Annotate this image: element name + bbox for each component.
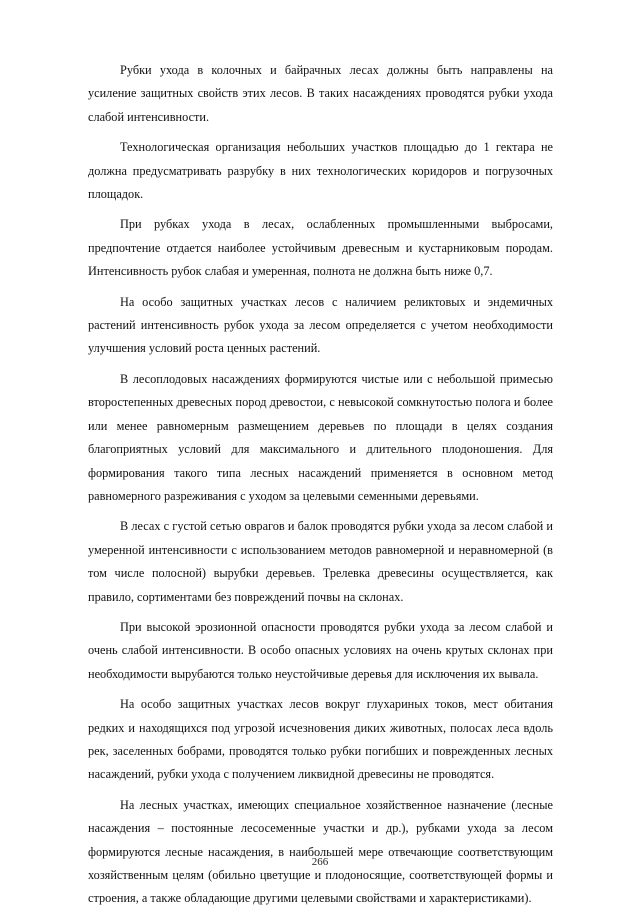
paragraph: Рубки ухода в колочных и байрачных лесах должны быть направлены на усиление защитных свойств этих лесов. В таких насаждениях проводятся рубки ухода слабой интенсивности. — [88, 63, 553, 124]
body-text — [88, 59, 553, 918]
paragraph: На особо защитных участках лесов с наличием реликтовых и эндемичных растений интенсивность рубок ухода за лесом определяется с учетом необходимости улучшения условий роста ценных растений. — [88, 294, 553, 356]
paragraph: При высокой эрозионной опасности проводятся рубки ухода за лесом слабой и очень слабой интенсивности. В особо опасных условиях на очень крутых склонах при необходимости вырубаются только неустойчивые деревья для исключения их вывала. — [88, 619, 553, 681]
paragraph: Технологическая организация небольших участков площадью до 1 гектара не должна предусматривать разрубку в них технологических коридоров и погрузочных площадок. — [88, 140, 553, 202]
paragraph: На лесных участках, имеющих специальное хозяйственное назначение (лесные насаждения – постоянные лесосеменные участки и др.), рубками ухода за лесом формируются лесные насаждения, в наибольшей мере отвечающие соответствующим хозяйственным целям (обильно цветущие и плодоносящие, соответствующей формы и строения, а также обладающие другими целевыми свойствами и характеристиками). — [88, 797, 553, 906]
paragraph: При рубках ухода в лесах, ослабленных промышленными выбросами, предпочтение отдается наиболее устойчивым древесным и кустарниковым породам. Интенсивность рубок слабая и умеренная, полнота не должна быть ниже 0,7. — [88, 217, 553, 279]
paragraph: На особо защитных участках лесов вокруг глухариных токов, мест обитания редких и находящихся под угрозой исчезновения диких животных, полосах леса вдоль рек, заселенных бобрами, проводятся только рубки погибших и поврежденных лесных насаждений, рубки ухода с получением ликвидной древесины не проводятся. — [88, 697, 553, 782]
paragraph: В лесоплодовых насаждениях формируются чистые или с небольшой примесью второстепенных древесных пород древостои, с невысокой сомкнутостью полога и более или менее равномерным размещением деревьев по площади в целях создания благоприятных условий для максимального и длительного плодоношения. Для формирования такого типа лесных насаждений применяется в основном метод равномерного разреживания с уходом за целевыми семенными деревьями. — [88, 371, 553, 503]
paragraph: В лесах с густой сетью оврагов и балок проводятся рубки ухода за лесом слабой и умеренной интенсивности с использованием методов равномерной и неравномерной (в том числе полосной) вырубки деревьев. Трелевка древесины осуществляется, как правило, сортиментами без повреждений почвы на склонах. — [88, 519, 553, 604]
page-number: 266 — [311, 856, 329, 868]
